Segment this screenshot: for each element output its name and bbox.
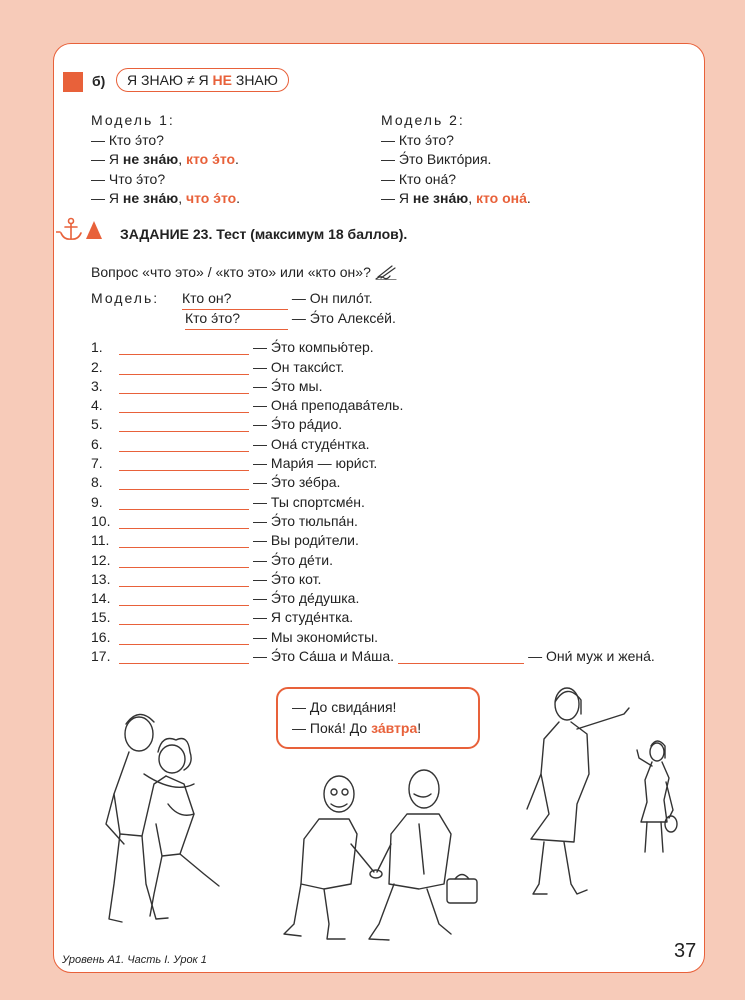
item-number: 10. bbox=[91, 512, 111, 529]
item-number: 7. bbox=[91, 455, 103, 472]
item-number: 5. bbox=[91, 416, 103, 433]
item-text: — Э́то тюльпа́н. bbox=[253, 512, 358, 529]
model-1-line-4-end: . bbox=[236, 190, 241, 206]
item-text: — Она́ преподава́тель. bbox=[253, 397, 404, 414]
item-number: 17. bbox=[91, 648, 111, 665]
item-text: — Ты спортсме́н. bbox=[253, 493, 365, 510]
bubble-line-2-orange: за́втра bbox=[371, 720, 418, 736]
item-text: — Э́то де́душка. bbox=[253, 590, 360, 607]
test-item bbox=[91, 413, 655, 432]
footer-level: Уровень А1. Часть I. Урок 1 bbox=[62, 954, 207, 966]
item-text: — Мари́я — юри́ст. bbox=[253, 455, 378, 472]
answer-blank[interactable] bbox=[119, 611, 249, 625]
test-item bbox=[91, 490, 655, 509]
item-text: — Э́то мы. bbox=[253, 377, 323, 394]
item-number: 3. bbox=[91, 377, 103, 394]
anchor-triangle-icon bbox=[56, 217, 106, 243]
answer-blank[interactable] bbox=[119, 631, 249, 645]
item-number: 13. bbox=[91, 570, 111, 587]
answer-blank[interactable] bbox=[119, 457, 249, 471]
task-example-1-question: Кто он? bbox=[182, 289, 288, 310]
item-text: — Вы роди́тели. bbox=[253, 532, 359, 549]
answer-blank[interactable] bbox=[119, 554, 249, 568]
answer-blank[interactable] bbox=[119, 341, 249, 355]
task-title: ЗАДАНИЕ 23. Тест (максимум 18 баллов). bbox=[120, 226, 408, 242]
task-example-2 bbox=[185, 309, 396, 330]
page-number: 37 bbox=[674, 940, 697, 962]
item-text: — Э́то де́ти. bbox=[253, 551, 333, 568]
test-item bbox=[91, 510, 655, 529]
model-2-line-2: — Э́то Викто́рия. bbox=[381, 151, 492, 167]
women-waving-illustration bbox=[519, 684, 679, 899]
item-text: — Э́то компью́тер. bbox=[253, 339, 374, 356]
test-items bbox=[91, 336, 655, 664]
hugging-couple-illustration bbox=[84, 704, 224, 929]
test-item bbox=[91, 336, 655, 355]
task-model-label: Модель: bbox=[91, 290, 160, 306]
item-17-text-2: — Они́ муж и жена́. bbox=[528, 648, 655, 665]
bubble-line-1: — До свида́ния! bbox=[292, 699, 397, 715]
item-number: 6. bbox=[91, 435, 103, 452]
model-1-heading: Модель 1: bbox=[91, 112, 175, 128]
test-item bbox=[91, 529, 655, 548]
model-1-line-2-pre: — Я bbox=[91, 151, 119, 167]
bubble-line-2 bbox=[292, 718, 464, 739]
item-number: 11. bbox=[91, 532, 110, 549]
test-item bbox=[91, 568, 655, 587]
test-item bbox=[91, 587, 655, 606]
workbook-page bbox=[53, 43, 705, 973]
test-item bbox=[91, 452, 655, 471]
task-question-text: Вопрос «что это» / «кто это» или «кто он»? bbox=[91, 264, 371, 280]
task-question bbox=[91, 263, 397, 283]
model-1-line-2-bold: не зна́ю bbox=[122, 151, 179, 167]
item-number: 4. bbox=[91, 397, 103, 414]
answer-blank[interactable] bbox=[119, 438, 249, 452]
model-1-line-4-comma: , bbox=[178, 190, 183, 206]
item-number: 1. bbox=[91, 339, 103, 356]
model-1-line-2-comma: , bbox=[178, 151, 183, 167]
item-number: 2. bbox=[91, 358, 103, 375]
item-number: 9. bbox=[91, 493, 103, 510]
model-1-line-2-orange: кто э́то bbox=[185, 151, 236, 167]
test-item bbox=[91, 606, 655, 625]
model-1-line-1: — Кто э́то? bbox=[91, 131, 164, 148]
item-number: 15. bbox=[91, 609, 111, 626]
model-1-line-3: — Что э́то? bbox=[91, 170, 166, 187]
task-example-1-answer: — Он пило́т. bbox=[291, 290, 373, 306]
task-example-2-answer: — Э́то Алексе́й. bbox=[291, 310, 396, 326]
answer-blank[interactable] bbox=[119, 361, 249, 375]
speech-bubble bbox=[276, 687, 480, 749]
task-example-1 bbox=[182, 289, 373, 310]
test-item bbox=[91, 394, 655, 413]
item-number: 16. bbox=[91, 628, 111, 645]
model-2-line-4-orange: кто она́ bbox=[475, 190, 527, 206]
handshake-illustration bbox=[279, 764, 489, 949]
rule-pill-b: ЗНАЮ bbox=[235, 72, 278, 88]
task-example-2-question: Кто э́то? bbox=[185, 309, 288, 330]
model-1-line-4 bbox=[91, 189, 240, 209]
rule-pill-a: Я ЗНАЮ ≠ Я bbox=[127, 72, 209, 88]
item-number: 14. bbox=[91, 590, 111, 607]
answer-blank[interactable] bbox=[119, 534, 249, 548]
item-text: — Мы экономи́сты. bbox=[253, 628, 379, 645]
model-2-line-4-bold: не зна́ю bbox=[412, 190, 469, 206]
answer-blank[interactable] bbox=[119, 476, 249, 490]
answer-blank[interactable] bbox=[119, 418, 249, 432]
answer-blank[interactable] bbox=[119, 380, 249, 394]
model-2-line-4-comma: , bbox=[468, 190, 473, 206]
rule-pill-ne: НЕ bbox=[212, 72, 232, 88]
section-letter: б) bbox=[92, 73, 106, 89]
item-text: — Э́то ра́дио. bbox=[253, 416, 343, 433]
item-text: — Э́то кот. bbox=[253, 570, 322, 587]
answer-blank[interactable] bbox=[119, 650, 249, 664]
item-number: 12. bbox=[91, 551, 111, 568]
item-text: — Я студе́нтка. bbox=[253, 609, 354, 626]
bubble-line-2-end: ! bbox=[417, 720, 422, 736]
pen-writing-icon bbox=[375, 264, 397, 280]
test-item bbox=[91, 355, 655, 374]
test-item bbox=[91, 375, 655, 394]
model-2-heading: Модель 2: bbox=[381, 112, 465, 128]
item-number: 8. bbox=[91, 474, 103, 491]
answer-blank[interactable] bbox=[119, 573, 249, 587]
model-1-line-4-pre: — Я bbox=[91, 190, 119, 206]
model-2-line-4-pre: — Я bbox=[381, 190, 409, 206]
model-1-line-4-orange: что э́то bbox=[185, 190, 237, 206]
answer-blank-2[interactable] bbox=[398, 650, 524, 664]
model-2-line-3: — Кто она́? bbox=[381, 170, 457, 187]
rule-pill bbox=[116, 68, 289, 92]
answer-blank[interactable] bbox=[119, 496, 249, 510]
test-item bbox=[91, 432, 655, 451]
item-text: — Э́то зе́бра. bbox=[253, 474, 341, 491]
answer-blank[interactable] bbox=[119, 515, 249, 529]
item-text: — Он такси́ст. bbox=[253, 358, 345, 375]
test-item bbox=[91, 548, 655, 567]
bubble-line-2-pre: — Пока́! До bbox=[292, 720, 368, 736]
item-17-text-1: — Э́то Са́ша и Ма́ша. bbox=[253, 648, 395, 665]
item-text: — Она́ студе́нтка. bbox=[253, 435, 370, 452]
model-2-line-1: — Кто э́то? bbox=[381, 131, 454, 148]
model-2-line-4-end: . bbox=[526, 190, 531, 206]
model-1-line-2 bbox=[91, 150, 240, 170]
answer-blank[interactable] bbox=[119, 592, 249, 606]
test-item-17 bbox=[91, 645, 655, 664]
model-1-line-2-end: . bbox=[235, 151, 239, 167]
model-2-line-4 bbox=[381, 189, 531, 209]
section-marker-square bbox=[63, 72, 83, 92]
model-2 bbox=[381, 111, 531, 209]
test-item bbox=[91, 625, 655, 644]
test-item bbox=[91, 471, 655, 490]
model-1-line-4-bold: не зна́ю bbox=[122, 190, 179, 206]
model-1 bbox=[91, 111, 240, 209]
answer-blank[interactable] bbox=[119, 399, 249, 413]
